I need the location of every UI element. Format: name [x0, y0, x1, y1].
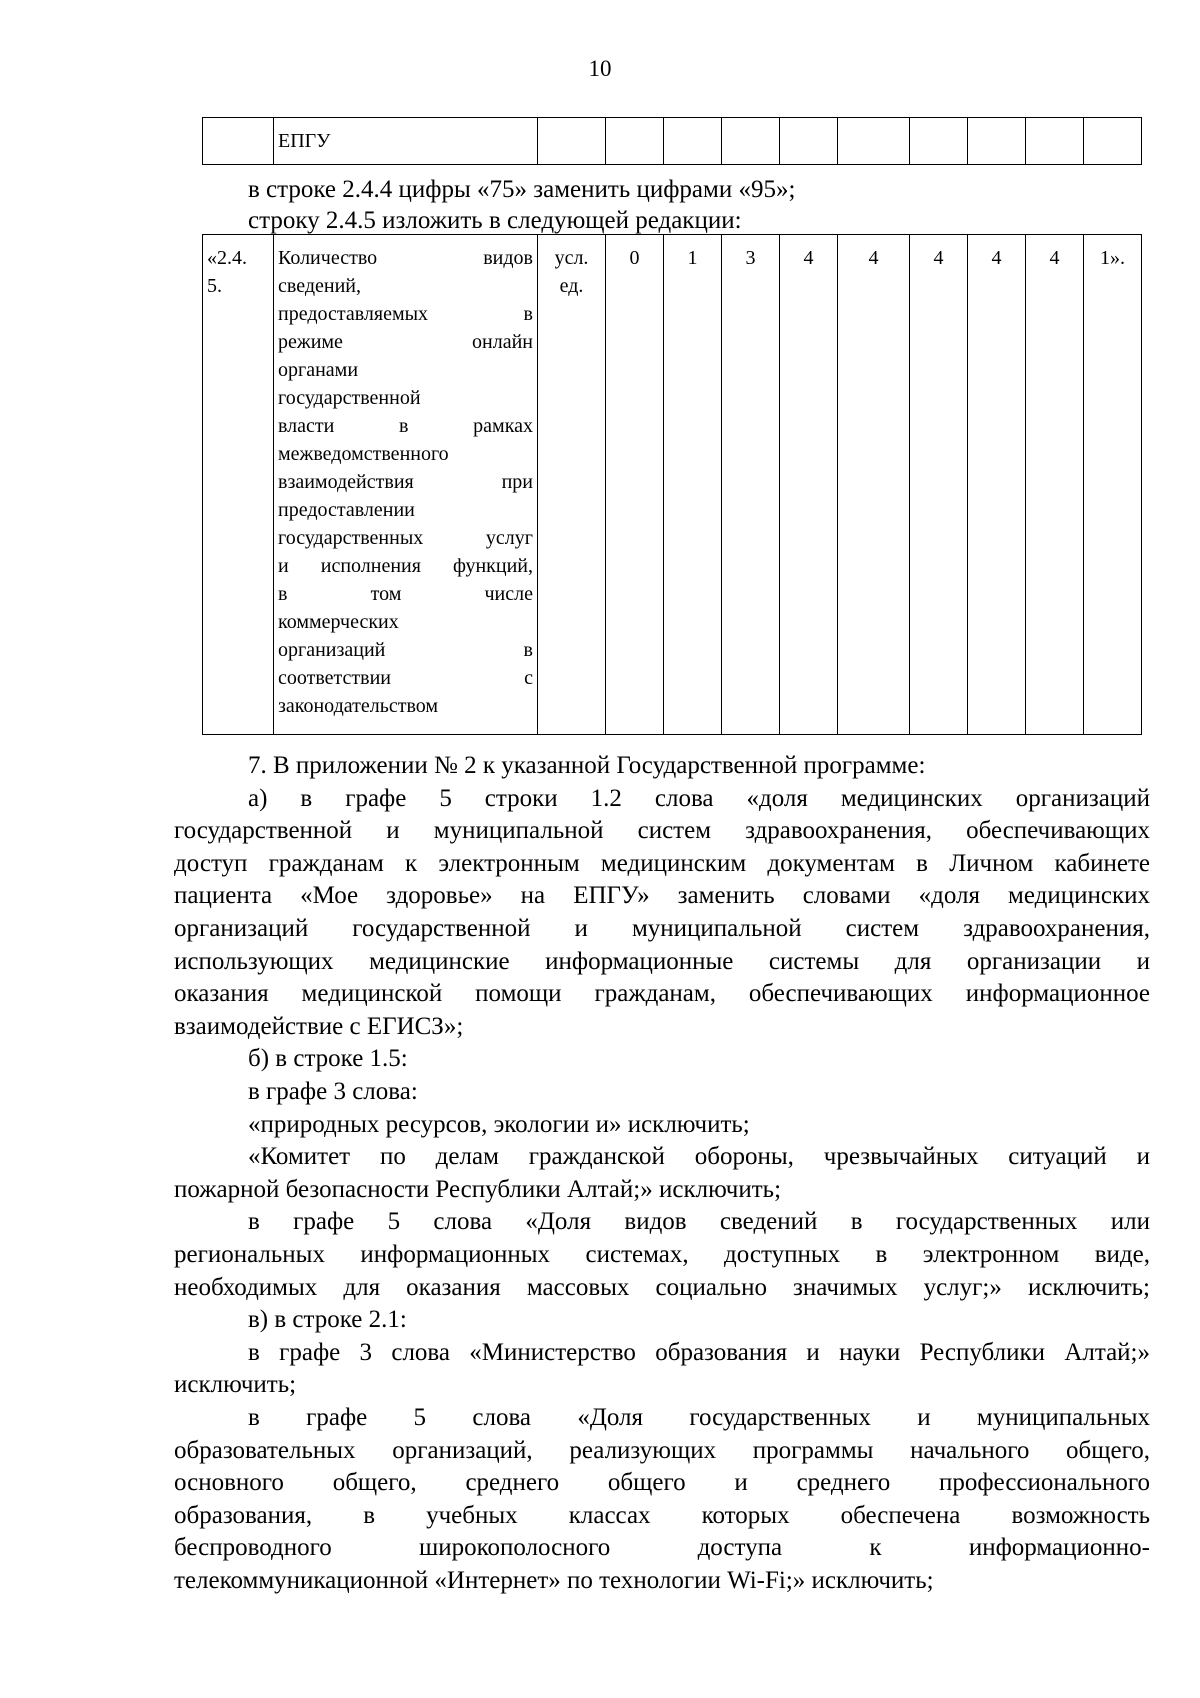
body-line: исключить; — [174, 1371, 297, 1399]
page-number: 10 — [588, 56, 612, 81]
body-line: в графе 5 слова «Доля государственных и муниципальных — [248, 1404, 1150, 1431]
indicator-name-line: предоставлении — [278, 499, 415, 521]
indicator-name-cell — [274, 235, 538, 735]
value-cell: 1 — [664, 235, 722, 735]
indicator-name-line: в том числе — [278, 583, 533, 605]
indicator-name-line: сведений, — [278, 275, 361, 297]
table-cell — [838, 118, 910, 165]
body-line: образования, в учебных классах которых обеспечена возможность — [174, 1501, 1150, 1529]
indicator-name-line: взаимодействия при — [278, 471, 533, 493]
body-line: в графе 3 слова «Министерство образования и науки Республики Алтай;» — [248, 1338, 1150, 1366]
table-cell — [664, 118, 722, 165]
value-cell: 4 — [838, 235, 910, 735]
indicator-name-line: коммерческих — [278, 611, 399, 633]
value-cell: 4 — [780, 235, 838, 735]
body-line: необходимых для оказания массовых социально значимых услуг;» исключить; — [174, 1273, 1150, 1301]
value-cell: 4 — [968, 235, 1026, 735]
body-line: пациента «Мое здоровье» на ЕПГУ» заменить словами «доля медицинских — [174, 882, 1150, 910]
table-row-2-4-5 — [202, 234, 1142, 735]
indicator-name-line: режиме онлайн — [278, 331, 533, 353]
indicator-name-line: соответствии с — [278, 667, 533, 689]
table-cell — [968, 118, 1026, 165]
body-line: «Комитет по делам гражданской обороны, чрезвычайных ситуаций и — [248, 1143, 1150, 1171]
row-number-cell — [203, 235, 274, 735]
body-line: пожарной безопасности Республики Алтай;» исключить; — [174, 1175, 782, 1203]
table-cell — [722, 118, 780, 165]
body-line: в) в строке 2.1: — [248, 1306, 407, 1334]
table-top-fragment — [202, 117, 1142, 165]
body-line: телекоммуникационной «Интернет» по технологии Wi-Fi;» исключить; — [174, 1567, 934, 1594]
indicator-name-line: законодательством — [278, 695, 439, 717]
value-cell: 3 — [722, 235, 780, 735]
body-line: основного общего, среднего общего и среднего профессионального — [174, 1469, 1150, 1497]
indicator-name-line: государственной — [278, 387, 421, 409]
body-line: в графе 5 слова «Доля видов сведений в государственных или — [248, 1208, 1150, 1236]
table-cell — [538, 118, 606, 165]
row-number-line: «2.4. — [207, 247, 247, 269]
body-line: взаимодействие с ЕГИСЗ»; — [174, 1012, 464, 1040]
table-cell — [910, 118, 968, 165]
indicator-name-line: и исполнения функций, — [278, 555, 533, 577]
table-cell — [1026, 118, 1084, 165]
body-line: региональных информационных системах, доступных в электронном виде, — [174, 1241, 1150, 1268]
body-line: использующих медицинские информационные системы для организации и — [174, 947, 1150, 975]
body-line: а) в графе 5 строки 1.2 слова «доля медицинских организаций — [248, 784, 1150, 812]
body-line: б) в строке 1.5: — [248, 1045, 408, 1073]
table-row — [203, 235, 1142, 735]
table-cell — [203, 118, 274, 165]
intro-line-1: в строке 2.4.4 цифры «75» заменить цифрами «95»; — [248, 176, 796, 203]
body-line: беспроводного широкополосного доступа к информационно- — [174, 1534, 1150, 1562]
body-line: 7. В приложении № 2 к указанной Государственной программе: — [248, 752, 926, 779]
indicator-name-cell: ЕПГУ — [274, 118, 538, 165]
body-line: образовательных организаций, реализующих программы начального общего, — [174, 1436, 1150, 1464]
table-cell — [780, 118, 838, 165]
unit-line: усл. — [554, 247, 589, 269]
body-line: «природных ресурсов, экологии и» исключить; — [248, 1110, 750, 1138]
indicator-name-line: Количество видов — [278, 247, 533, 269]
indicator-name-line: государственных услуг — [278, 527, 533, 549]
body-line: государственной и муниципальной систем здравоохранения, обеспечивающих — [174, 817, 1150, 845]
body-line: доступ гражданам к электронным медицинским документам в Личном кабинете — [174, 849, 1150, 877]
unit-cell — [538, 235, 606, 735]
indicator-name-line: предоставляемых в — [278, 303, 533, 325]
indicator-name-line: власти в рамках — [278, 415, 533, 437]
table-row — [203, 118, 1142, 165]
body-line: организаций государственной и муниципальной систем здравоохранения, — [174, 915, 1150, 942]
value-cell: 1». — [1084, 235, 1142, 735]
indicator-name-line: организаций в — [278, 639, 533, 661]
body-line: в графе 3 слова: — [248, 1078, 418, 1105]
table-cell — [606, 118, 664, 165]
body-line: оказания медицинской помощи гражданам, обеспечивающих информационное — [174, 980, 1150, 1008]
unit-line: ед. — [559, 275, 584, 297]
intro-line-2: строку 2.4.5 изложить в следующей редакции: — [248, 207, 742, 234]
value-cell: 0 — [606, 235, 664, 735]
value-cell: 4 — [910, 235, 968, 735]
table-cell — [1084, 118, 1142, 165]
row-number-line: 5. — [207, 275, 222, 297]
value-cell: 4 — [1026, 235, 1084, 735]
indicator-name-line: межведомственного — [278, 443, 449, 465]
indicator-name-line: органами — [278, 359, 359, 381]
